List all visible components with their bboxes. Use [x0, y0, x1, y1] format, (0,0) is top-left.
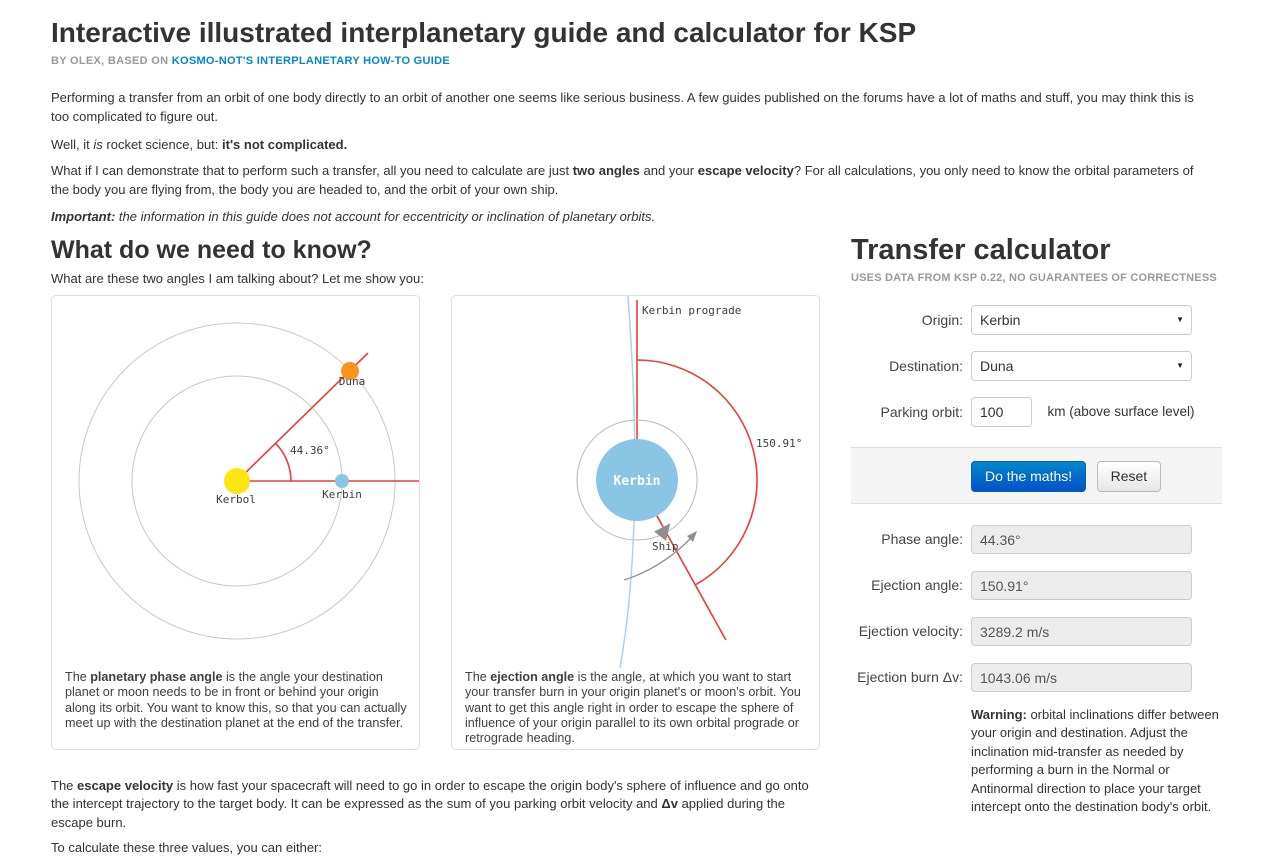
- ship-label: Ship: [652, 540, 679, 553]
- escape-velocity-paragraph: The escape velocity is how fast your spacecraft will need to go in order to escape the origin body's sphere of influence and go onto the intercept trajectory to the target body. It can be expressed as the sum of you parking orbit velocity and Δv applied during the escape burn.: [51, 778, 809, 830]
- ejection-burn-result-label: Ejection burn Δv:: [857, 669, 963, 685]
- page-title: Interactive illustrated interplanetary guide and calculator for KSP: [51, 17, 917, 48]
- destination-row: [851, 351, 1222, 381]
- guide-heading: What do we need to know?: [51, 236, 372, 264]
- ejection-angle-figure: [451, 295, 820, 750]
- phase-angle-arc: [276, 443, 291, 481]
- ejection-velocity-result-label: Ejection velocity:: [858, 623, 963, 639]
- intro-paragraph-3: What if I can demonstrate that to perform such a transfer, all you need to calculate are just two angles and your escape velocity? For all calculations, you only need to know the orbital parameters of the body you are flying from, the body you are headed to, and the orbit of your own ship.: [51, 163, 1194, 197]
- transfer-calculator-panel: [851, 0, 1222, 868]
- prograde-label: Kerbin prograde: [642, 304, 742, 317]
- ejection-angle-diagram: [452, 296, 819, 668]
- calculator-heading: Transfer calculator: [851, 234, 1111, 266]
- ejection-angle-caption: The ejection angle is the angle, at which you want to start your transfer burn in your origin planet's or moon's orbit. You want to get this angle right in order to escape the sphere of influence of your origin parallel to its own orbital prograde or retrograde heading.: [465, 670, 801, 746]
- chevron-down-icon: ▼: [1176, 315, 1184, 324]
- parking-orbit-suffix: km (above surface level): [1047, 404, 1195, 419]
- parking-orbit-label: Parking orbit:: [880, 404, 963, 420]
- parking-orbit-row: [851, 397, 1222, 427]
- kerbin-planet-label: Kerbin: [613, 474, 661, 489]
- kerbol-label: Kerbol: [216, 493, 256, 506]
- ejection-velocity-result-field: [971, 617, 1192, 646]
- kerbin-dot: [335, 474, 349, 488]
- origin-select[interactable]: [971, 305, 1192, 335]
- do-the-maths-button[interactable]: Do the maths!: [971, 461, 1086, 492]
- kerbin-label: Kerbin: [322, 488, 362, 501]
- byline-prefix: BY OLEX, BASED ON: [51, 55, 172, 67]
- kerbol-sun: [224, 468, 250, 494]
- phase-angle-diagram: [52, 296, 419, 668]
- reset-button[interactable]: Reset: [1097, 461, 1162, 492]
- phase-angle-result-row: [851, 525, 1222, 554]
- destination-select[interactable]: [971, 351, 1192, 381]
- origin-label: Origin:: [921, 312, 963, 328]
- calculate-intro-line: To calculate these three values, you can either:: [51, 840, 322, 855]
- ejection-angle-result-label: Ejection angle:: [871, 577, 963, 593]
- intro-paragraph-1: Performing a transfer from an orbit of one body directly to an orbit of another one seems like serious business. A few guides published on the forums have a lot of maths and stuff, you may think this is too complicated to figure out.: [51, 90, 1194, 124]
- phase-angle-figure: [51, 295, 420, 750]
- form-actions-well: [851, 447, 1222, 504]
- parking-orbit-input[interactable]: [971, 397, 1032, 427]
- ejection-angle-value-label: 150.91°: [756, 437, 803, 450]
- phase-angle-result-field: [971, 525, 1192, 554]
- intro-paragraph-important: Important: the information in this guide does not account for eccentricity or inclination of planetary orbits.: [51, 209, 656, 224]
- phase-angle-value-label: 44.36°: [290, 444, 330, 457]
- guide-lead: What are these two angles I am talking about? Let me show you:: [51, 271, 424, 286]
- inclination-warning: Warning: orbital inclinations differ between your origin and destination. Adjust the inclination mid-transfer as needed by performing a burn in the Normal or Antinormal direction to place your target intercept onto the destination body's orbit.: [971, 707, 1219, 815]
- byline: [51, 55, 450, 67]
- ejection-velocity-result-row: [851, 617, 1222, 646]
- ship-marker: [654, 519, 676, 541]
- destination-label: Destination:: [889, 358, 963, 374]
- origin-row: [851, 305, 1222, 335]
- ejection-angle-result-field: [971, 571, 1192, 600]
- phase-angle-result-label: Phase angle:: [881, 531, 963, 547]
- chevron-down-icon: ▼: [1176, 361, 1184, 370]
- ejection-burn-result-row: [851, 663, 1222, 692]
- byline-guide-link[interactable]: KOSMO-NOT'S INTERPLANETARY HOW-TO GUIDE: [171, 55, 451, 67]
- calculator-subheading: USES DATA FROM KSP 0.22, NO GUARANTEES OF CORRECTNESS: [851, 272, 1217, 284]
- ejection-angle-result-row: [851, 571, 1222, 600]
- phase-angle-caption: The planetary phase angle is the angle your destination planet or moon needs to be in front or behind your origin along its orbit. You want to know this, so that you can actually meet up with the destination planet at the end of the transfer.: [65, 670, 407, 730]
- ejection-burn-result-field: [971, 663, 1192, 692]
- duna-label: Duna: [338, 375, 366, 388]
- intro-paragraph-2: Well, it is rocket science, but: it's not complicated.: [51, 137, 348, 152]
